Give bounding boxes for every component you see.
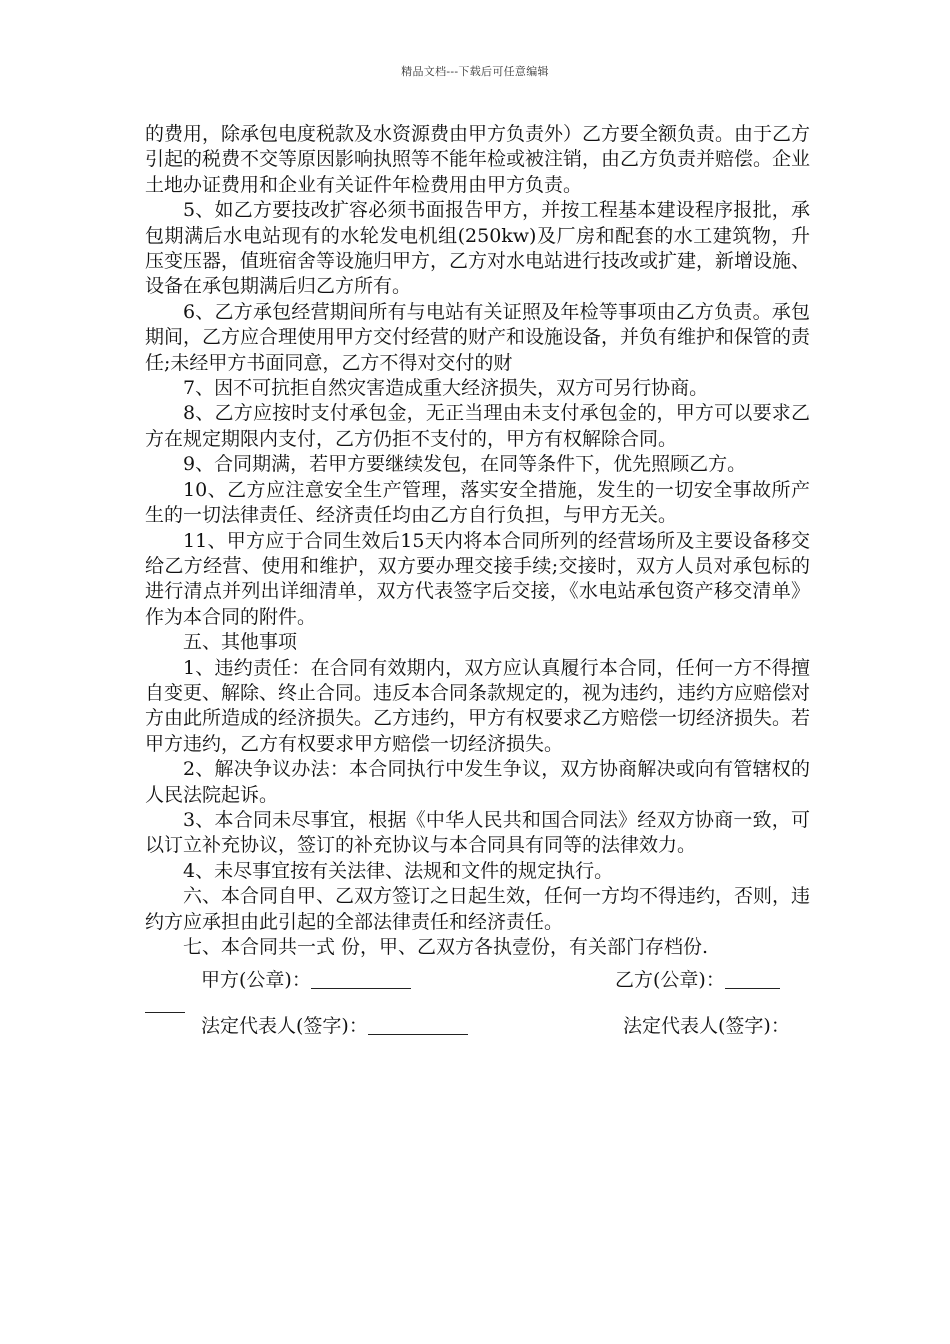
seal-line-continuation [145,994,810,1014]
paragraph: 10、乙方应注意安全生产管理，落实安全措施，发生的一切安全事故所产生的一切法律责任、经济责任均由乙方自行负担，与甲方无关。 [145,478,810,527]
paragraph: 4、未尽事宜按有关法律、法规和文件的规定执行。 [183,859,614,882]
contract-body [145,122,810,1039]
paragraph: 8、乙方应按时支付承包金，无正当理由未支付承包金的，甲方可以要求乙方在规定期限内支付，乙方仍拒不支付的，甲方有权解除合同。 [145,402,810,450]
signature-row [145,1014,810,1039]
party-b-seal-blank[interactable] [725,970,780,989]
paragraph: 5、如乙方要技改扩容必须书面报告甲方，并按工程基本建设程序报批，承包期满后水电站现有的水轮发电机组(250kw)及厂房和配套的水工建筑物，升压变压器，值班宿舍等设施归甲方，乙方对水电站进行技改或扩建，新增设施、设备在承包期满后归乙方所有。 [145,199,811,298]
seal-row [145,968,810,993]
rep-a-signature-blank[interactable] [368,1016,468,1035]
rep-a-signature [201,1014,468,1039]
rep-b-signature-label: 法定代表人(签字)： [623,1014,790,1037]
paragraph: 七、本合同共一式 份，甲、乙双方各执壹份，有关部门存档份. [183,936,709,958]
paragraph: 11、甲方应于合同生效后15天内将本合同所列的经营场所及主要设备移交给乙方经营、使用和维护，双方要办理交接手续;交接时，双方人员对承包标的进行清点并列出详细清单，双方代表签字后交接，《水电站承包资产移交清单》作为本合同的附件。 [145,529,810,628]
paragraph: 1、违约责任：在合同有效期内，双方应认真履行本合同，任何一方不得擅自变更、解除、终止合同。违反本合同条款规定的，视为违约，违约方应赔偿对方由此所造成的经济损失。乙方违约，甲方有权要求乙方赔偿一切经济损失。若甲方违约，乙方有权要求甲方赔偿一切经济损失。 [145,656,811,755]
page-header: 精品文档---下载后可任意编辑 [401,65,549,78]
party-a-seal-blank[interactable] [311,970,411,989]
paragraph: 6、乙方承包经营期间所有与电站有关证照及年检等事项由乙方负责。承包期间，乙方应合理使用甲方交付经营的财产和设施设备，并负有维护和保管的责任;未经甲方书面同意，乙方不得对交付的财 [145,300,811,374]
rep-b-signature [623,1014,790,1039]
party-a-seal-label: 甲方(公章)： [201,969,311,992]
paragraph: 9、合同期满，若甲方要继续发包，在同等条件下，优先照顾乙方。 [183,453,747,476]
rep-a-signature-label: 法定代表人(签字)： [201,1014,368,1037]
paragraph: 2、解决争议办法：本合同执行中发生争议，双方协商解决或向有管辖权的人民法院起诉。 [145,758,810,806]
paragraph: 7、因不可抗拒自然灾害造成重大经济损失，双方可另行协商。 [183,377,709,400]
party-a-seal [201,968,411,993]
paragraph: 六、本合同自甲、乙双方签订之日起生效，任何一方均不得违约，否则，违约方应承担由此引起的全部法律责任和经济责任。 [145,885,811,933]
party-b-seal-label: 乙方(公章)： [615,969,725,992]
paragraph: 的费用，除承包电度税款及水资源费由甲方负责外）乙方要全额负责。由于乙方引起的税费不交等原因影响执照等不能年检或被注销，由乙方负责并赔偿。企业土地办证费用和企业有关证件年检费用由甲方负责。 [145,123,811,196]
party-b-seal [615,968,780,993]
paragraph: 3、本合同未尽事宜，根据《中华人民共和国合同法》经双方协商一致，可以订立补充协议，签订的补充协议与本合同具有同等的法律效力。 [145,808,810,857]
party-b-seal-blank-continued[interactable] [145,994,185,1013]
section-heading: 五、其他事项 [183,631,298,654]
